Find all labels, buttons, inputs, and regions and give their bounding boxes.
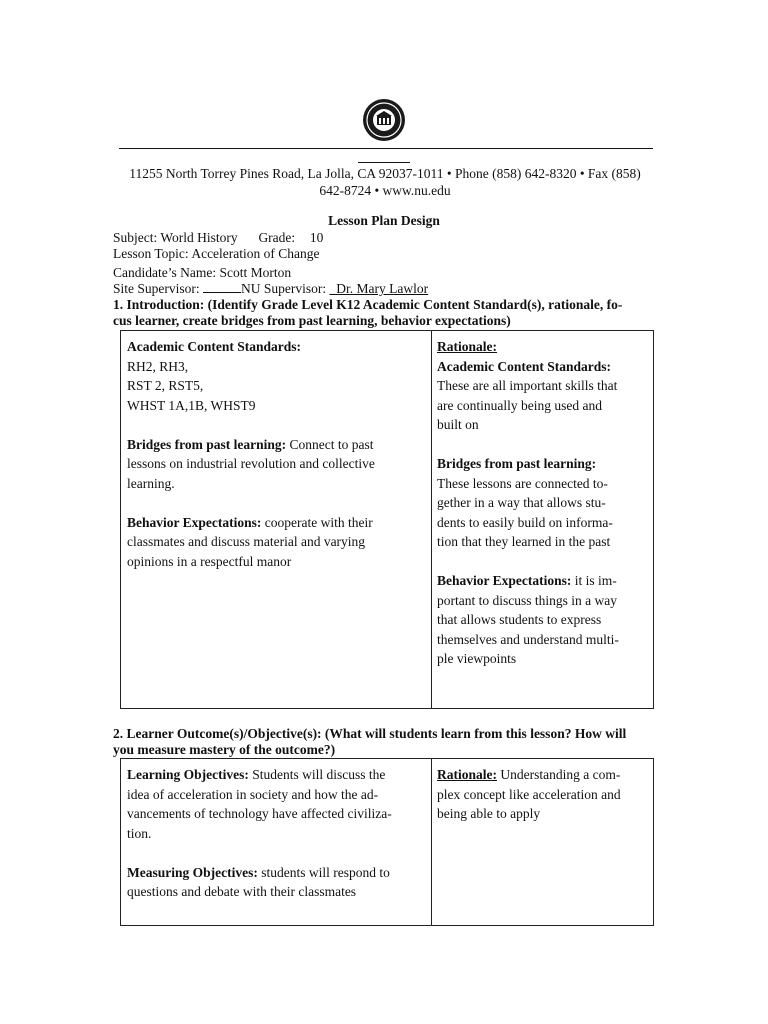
standards-heading: Academic Content Standards: bbox=[127, 339, 301, 354]
rationale-standards-heading: Academic Content Standards: bbox=[437, 358, 611, 374]
standards-line: WHST 1A,1B, WHST9 bbox=[127, 397, 256, 413]
learning-label: Learning Objectives: bbox=[127, 767, 249, 782]
introduction-left-cell bbox=[121, 331, 432, 708]
grade-value: 10 bbox=[309, 230, 324, 245]
rationale-bridges-line: These lessons are connected to- bbox=[437, 475, 608, 491]
learning-line: tion. bbox=[127, 825, 152, 841]
measuring-label: Measuring Objectives: bbox=[127, 864, 258, 880]
introduction-right-cell bbox=[432, 331, 653, 708]
nu-supervisor-label: NU Supervisor: bbox=[241, 281, 327, 296]
rationale-bridges-line: tion that they learned in the past bbox=[437, 534, 611, 549]
rationale-standards-line: are continually being used and bbox=[437, 397, 602, 413]
topic-line bbox=[113, 245, 320, 262]
rationale-behavior-line: portant to discuss things in a way bbox=[437, 592, 617, 608]
objectives-rationale-text: Understanding a com- bbox=[497, 767, 621, 782]
objectives-rationale-paragraph bbox=[437, 765, 647, 785]
learning-line: idea of acceleration in society and how the ad- bbox=[127, 786, 379, 802]
behavior-paragraph bbox=[127, 513, 425, 533]
rationale-behavior-label: Behavior Expectations: bbox=[437, 573, 572, 588]
site-supervisor-label: Site Supervisor: bbox=[113, 281, 200, 296]
subject-line bbox=[113, 229, 323, 246]
standards-line: RST 2, RST5, bbox=[127, 378, 204, 393]
objectives-right-cell bbox=[432, 759, 653, 925]
subject-label: Subject: bbox=[113, 230, 158, 245]
rationale-behavior-paragraph bbox=[437, 571, 647, 591]
behavior-line: classmates and discuss material and varying bbox=[127, 534, 366, 549]
site-supervisor-blank bbox=[203, 280, 241, 293]
section2-heading-line1: 2. Learner Outcome(s)/Objective(s): (What will students learn from this lesson? How will bbox=[113, 726, 627, 741]
behavior-text: cooperate with their bbox=[261, 514, 373, 530]
objectives-left-cell bbox=[121, 759, 432, 925]
measuring-text: students will respond to bbox=[257, 864, 390, 880]
learning-text: Students will discuss the bbox=[248, 767, 386, 782]
section1-heading-line2: cus learner, create bridges from past learning, behavior expectations) bbox=[113, 313, 511, 328]
standards-line: RH2, RH3, bbox=[127, 358, 189, 374]
rationale-behavior-text: it is im- bbox=[571, 573, 617, 588]
rationale-bridges-line: gether in a way that allows stu- bbox=[437, 495, 606, 510]
rationale-bridges-line: dents to easily build on informa- bbox=[437, 514, 613, 530]
section2-heading-line2: you measure mastery of the outcome?) bbox=[113, 742, 336, 757]
section1-heading-line1: 1. Introduction: (Identify Grade Level K12 Academic Content Standard(s), rationale, fo- bbox=[113, 297, 623, 312]
bridges-paragraph bbox=[127, 435, 425, 455]
bridges-text: Connect to past bbox=[286, 436, 374, 452]
address-line-1: 11255 North Torrey Pines Road, La Jolla, CA 92037-1011 • Phone (858) 642-8320 • Fax (858) bbox=[129, 166, 641, 181]
grade-label: Grade: bbox=[258, 230, 296, 245]
candidate-value: Scott Morton bbox=[219, 265, 292, 280]
subject-value: World History bbox=[160, 230, 238, 245]
objectives-table bbox=[120, 758, 654, 926]
rationale-standards-line: These are all important skills that bbox=[437, 378, 618, 393]
measuring-paragraph bbox=[127, 863, 425, 883]
topic-value: Acceleration of Change bbox=[191, 246, 320, 261]
rationale-bridges-heading: Bridges from past learning: bbox=[437, 456, 597, 471]
rationale-behavior-line: themselves and understand multi- bbox=[437, 631, 619, 647]
zip-underline bbox=[358, 162, 410, 163]
topic-label: Lesson Topic: bbox=[113, 246, 189, 261]
bridges-line: lessons on industrial revolution and collective bbox=[127, 456, 375, 471]
learning-line: vancements of technology have affected civiliza- bbox=[127, 806, 392, 821]
measuring-line: questions and debate with their classmates bbox=[127, 884, 357, 899]
page-title: Lesson Plan Design bbox=[328, 213, 440, 228]
supervisor-line bbox=[113, 280, 428, 297]
bridges-line: learning. bbox=[127, 475, 175, 491]
objectives-rationale-label: Rationale: bbox=[437, 767, 497, 782]
rationale-behavior-line: that allows students to express bbox=[437, 612, 602, 627]
university-seal-logo bbox=[362, 98, 406, 142]
behavior-line: opinions in a respectful manor bbox=[127, 553, 292, 569]
objectives-rationale-line: being able to apply bbox=[437, 806, 541, 821]
introduction-table bbox=[120, 330, 654, 709]
nu-supervisor-value: _Dr. Mary Lawlor bbox=[329, 281, 429, 296]
candidate-label: Candidate’s Name: bbox=[113, 265, 217, 280]
rationale-behavior-line: ple viewpoints bbox=[437, 651, 517, 666]
behavior-label: Behavior Expectations: bbox=[127, 514, 262, 530]
candidate-line bbox=[113, 264, 291, 281]
rationale-heading: Rationale: bbox=[437, 339, 497, 354]
address-line-2: 642-8724 • www.nu.edu bbox=[319, 183, 451, 198]
learning-paragraph bbox=[127, 765, 425, 785]
objectives-rationale-line: plex concept like acceleration and bbox=[437, 786, 621, 802]
bridges-label: Bridges from past learning: bbox=[127, 436, 287, 452]
rationale-standards-line: built on bbox=[437, 417, 479, 432]
header-rule bbox=[119, 148, 653, 149]
